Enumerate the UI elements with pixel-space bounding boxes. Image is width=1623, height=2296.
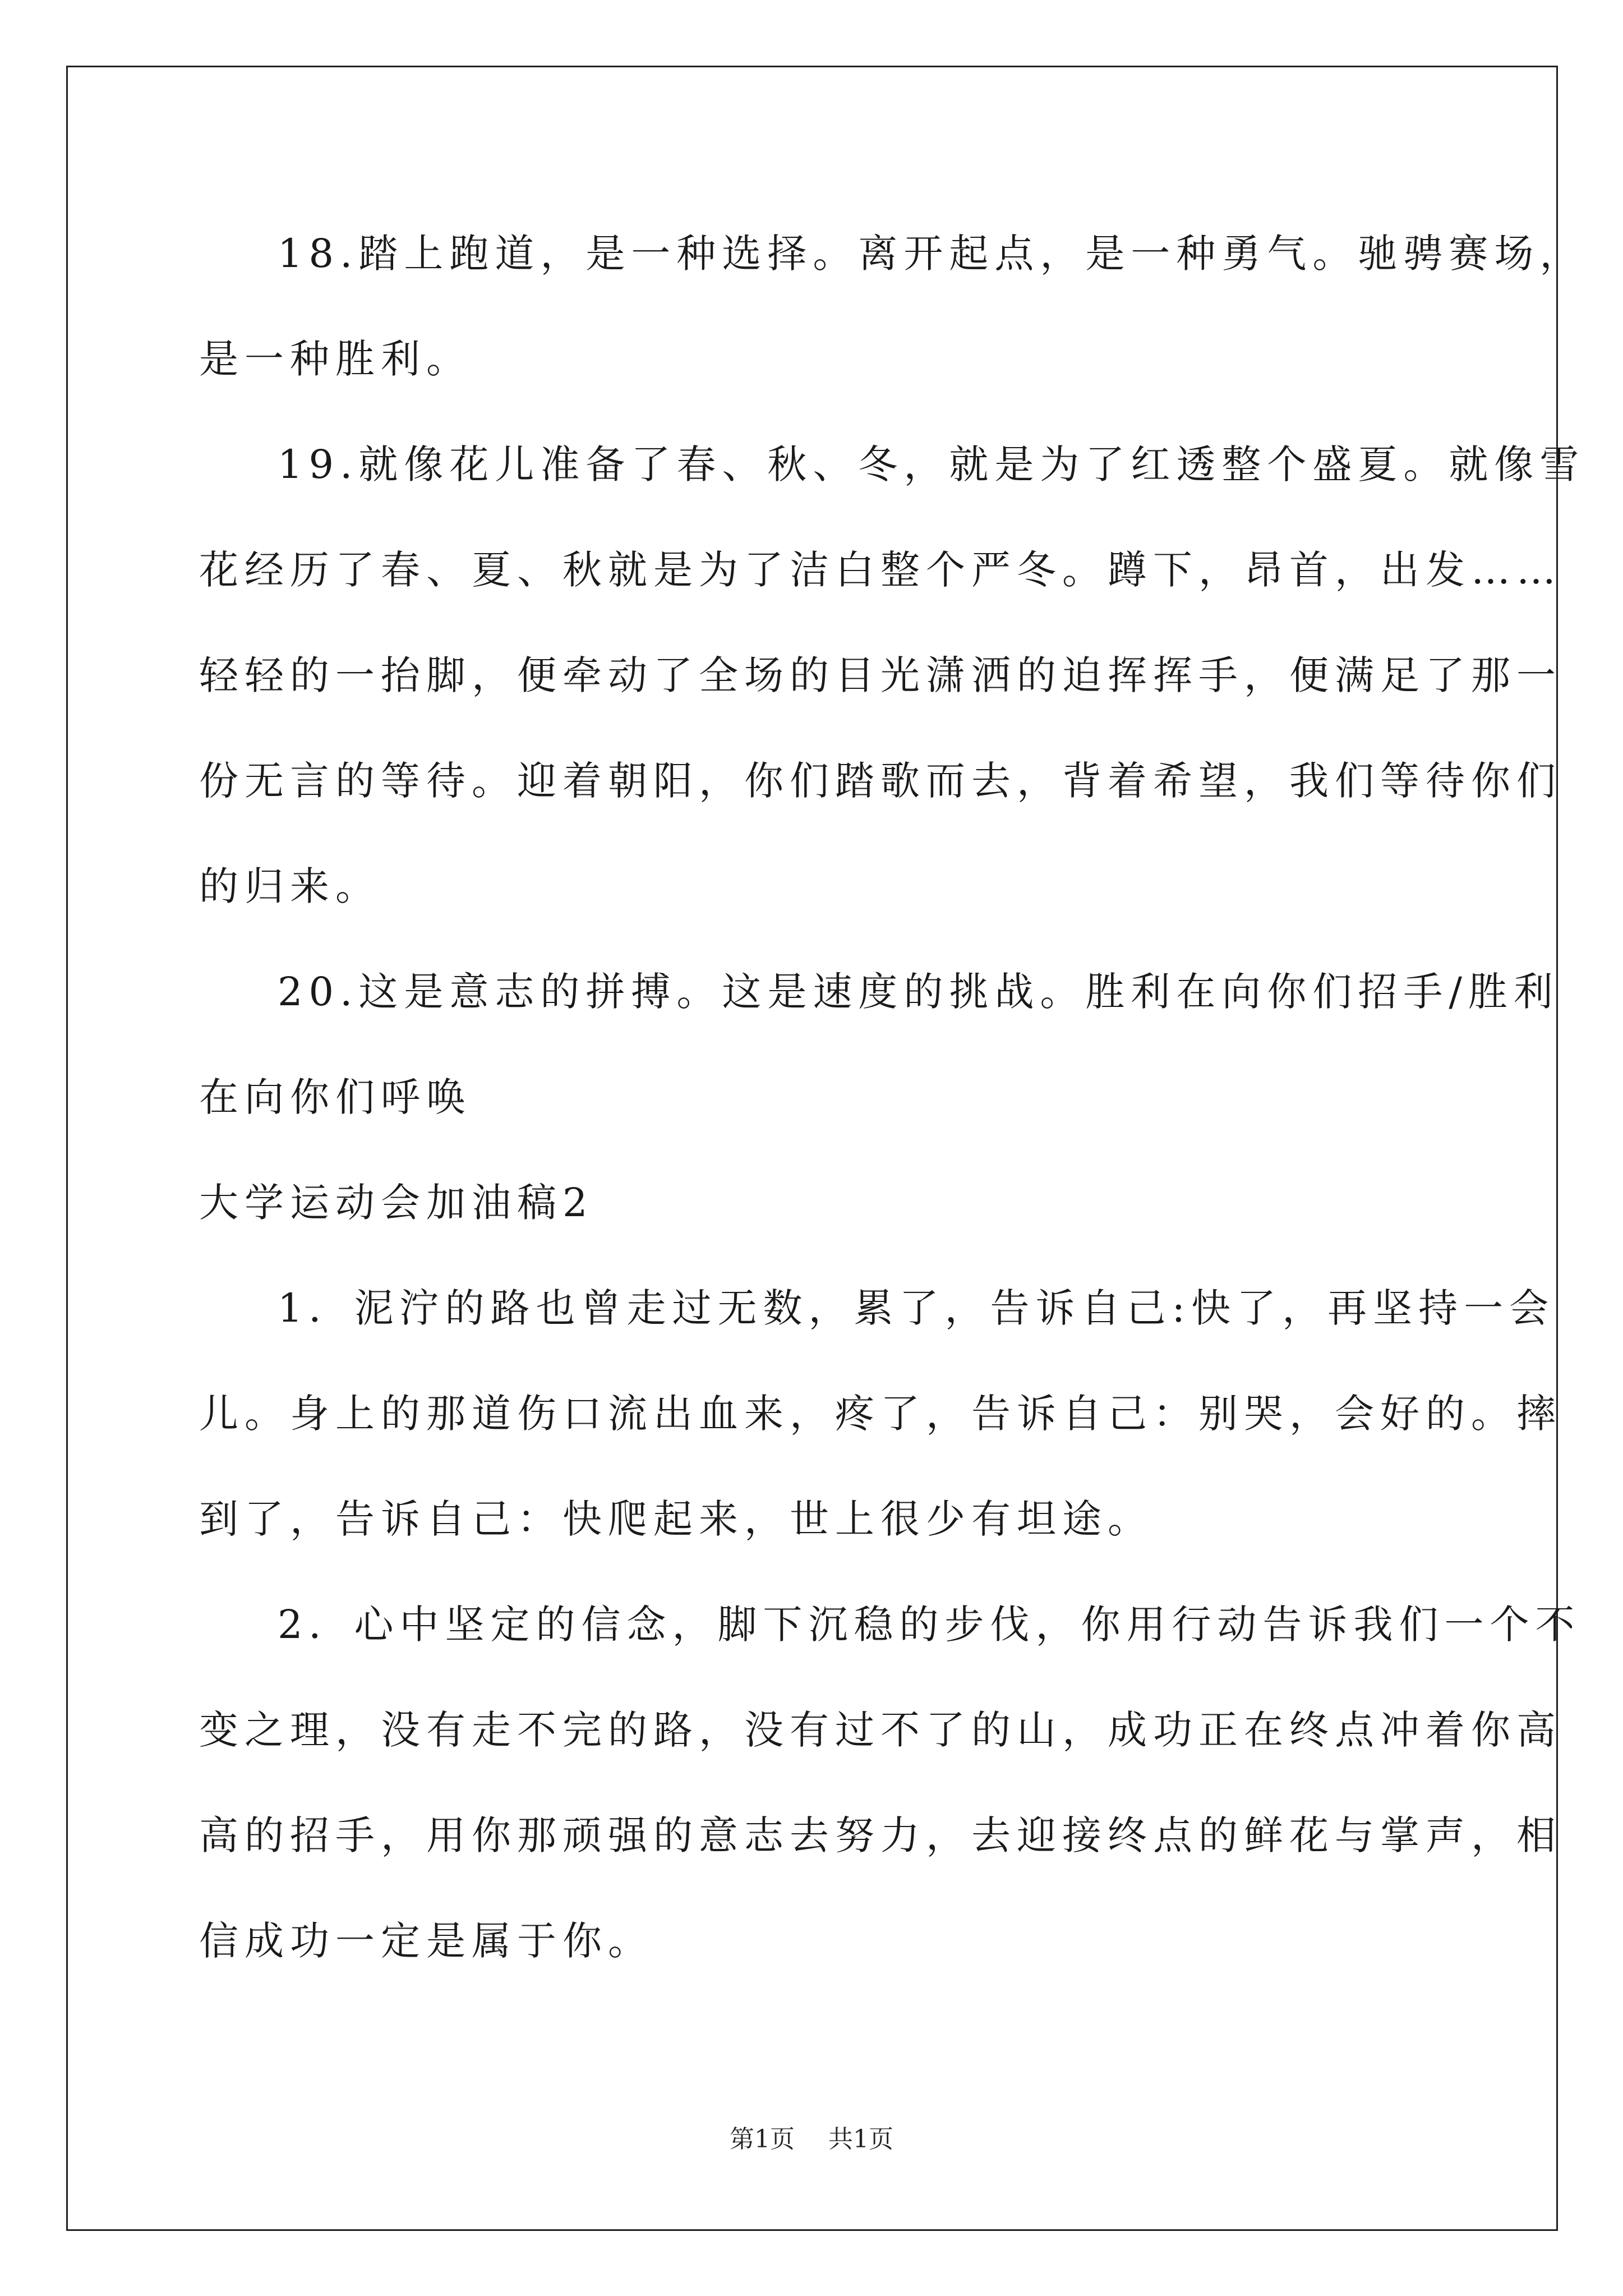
paragraph-20-line-2: 在向你们呼唤 — [199, 1074, 472, 1120]
paragraph-2-line-3: 高的招手，用你那顽强的意志去努力，去迎接终点的鲜花与掌声，相 — [199, 1812, 1562, 1858]
paragraph-19-line-4: 份无言的等待。迎着朝阳，你们踏歌而去，背着希望，我们等待你们 — [199, 758, 1562, 804]
paragraph-19-line-1: 19.就像花儿准备了春、秋、冬，就是为了红透整个盛夏。就像雪 — [278, 441, 1585, 487]
paragraph-1-line-3: 到了，告诉自己：快爬起来，世上很少有坦途。 — [199, 1496, 1153, 1542]
paragraph-18-line-1: 18.踏上跑道，是一种选择。离开起点，是一种勇气。驰骋赛场， — [278, 231, 1585, 277]
page-number-current: 第1页 — [730, 2125, 795, 2154]
paragraph-1-line-1: 1．泥泞的路也曾走过无数，累了，告诉自己:快了，再坚持一会 — [278, 1285, 1555, 1331]
section-heading: 大学运动会加油稿2 — [199, 1180, 594, 1226]
paragraph-2-line-2: 变之理，没有走不完的路，没有过不了的山，成功正在终点冲着你高 — [199, 1707, 1562, 1753]
page-footer — [0, 2127, 1623, 2152]
paragraph-19-line-3: 轻轻的一抬脚，便牵动了全场的目光潇洒的迫挥挥手，便满足了那一 — [199, 652, 1562, 698]
paragraph-19-line-5: 的归来。 — [199, 863, 381, 909]
paragraph-18-line-2: 是一种胜利。 — [199, 336, 472, 382]
paragraph-2-line-4: 信成功一定是属于你。 — [199, 1918, 653, 1964]
page-number-total: 共1页 — [828, 2125, 893, 2154]
paragraph-1-line-2: 儿。身上的那道伤口流出血来，疼了，告诉自己：别哭，会好的。摔 — [199, 1391, 1562, 1437]
paragraph-19-line-2: 花经历了春、夏、秋就是为了洁白整个严冬。蹲下，昂首，出发…… — [199, 547, 1562, 593]
page-border — [66, 66, 1558, 2231]
paragraph-2-line-1: 2．心中坚定的信念，脚下沉稳的步伐，你用行动告诉我们一个不 — [278, 1602, 1581, 1648]
paragraph-20-line-1: 20.这是意志的拼搏。这是速度的挑战。胜利在向你们招手/胜利 — [278, 969, 1559, 1015]
